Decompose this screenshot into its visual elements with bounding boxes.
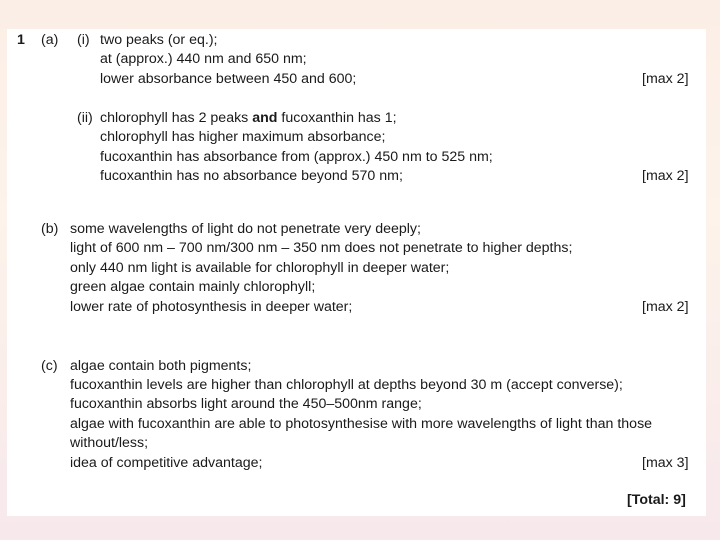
part-c-label: (c): [41, 358, 58, 374]
part-c-line-5: without/less;: [70, 435, 149, 451]
part-c-line-4: algae with fucoxanthin are able to photosynthesise with more wavelengths of light than those: [70, 416, 653, 432]
part-b-line-5: lower rate of photosynthesis in deeper water;: [70, 299, 353, 315]
part-a-ii-label: (ii): [77, 110, 93, 126]
part-a-ii-marks: [max 2]: [642, 168, 689, 184]
part-a-ii-line-1-post: fucoxanthin has 1;: [277, 110, 397, 126]
part-a-i-label: (i): [77, 32, 90, 48]
part-c-line-6: idea of competitive advantage;: [70, 455, 263, 471]
part-a-ii-line-4: fucoxanthin has no absorbance beyond 570 nm;: [100, 168, 403, 184]
part-a-label: (a): [41, 32, 59, 48]
part-a-ii-line-1: [100, 110, 397, 126]
part-b-line-1: some wavelengths of light do not penetrate very deeply;: [70, 221, 421, 237]
part-a-ii-line-3: fucoxanthin has absorbance from (approx.) 450 nm to 525 nm;: [100, 149, 493, 165]
part-b-line-2: light of 600 nm – 700 nm/300 nm – 350 nm does not penetrate to higher depths;: [70, 240, 573, 256]
part-c-marks: [max 3]: [642, 455, 689, 471]
part-a-i-marks: [max 2]: [642, 71, 689, 87]
part-a-i-line-2: at (approx.) 440 nm and 650 nm;: [100, 51, 307, 67]
question-number: 1: [17, 32, 25, 48]
part-a-ii-line-1-bold: and: [252, 110, 278, 126]
part-b-label: (b): [41, 221, 59, 237]
part-b-line-4: green algae contain mainly chlorophyll;: [70, 279, 316, 295]
part-c-line-2: fucoxanthin levels are higher than chlorophyll at depths beyond 30 m (accept converse);: [70, 377, 623, 393]
part-c-line-3: fucoxanthin absorbs light around the 450–500nm range;: [70, 396, 422, 412]
part-a-ii-line-1-pre: chlorophyll has 2 peaks: [100, 110, 253, 126]
part-a-i-line-3: lower absorbance between 450 and 600;: [100, 71, 357, 87]
part-c-line-1: algae contain both pigments;: [70, 358, 252, 374]
total-marks: [Total: 9]: [627, 492, 686, 508]
part-b-marks: [max 2]: [642, 299, 689, 315]
part-a-ii-line-2: chlorophyll has higher maximum absorbance;: [100, 129, 386, 145]
mark-scheme-page: [7, 29, 706, 516]
part-b-line-3: only 440 nm light is available for chlorophyll in deeper water;: [70, 260, 450, 276]
part-a-i-line-1: two peaks (or eq.);: [100, 32, 218, 48]
